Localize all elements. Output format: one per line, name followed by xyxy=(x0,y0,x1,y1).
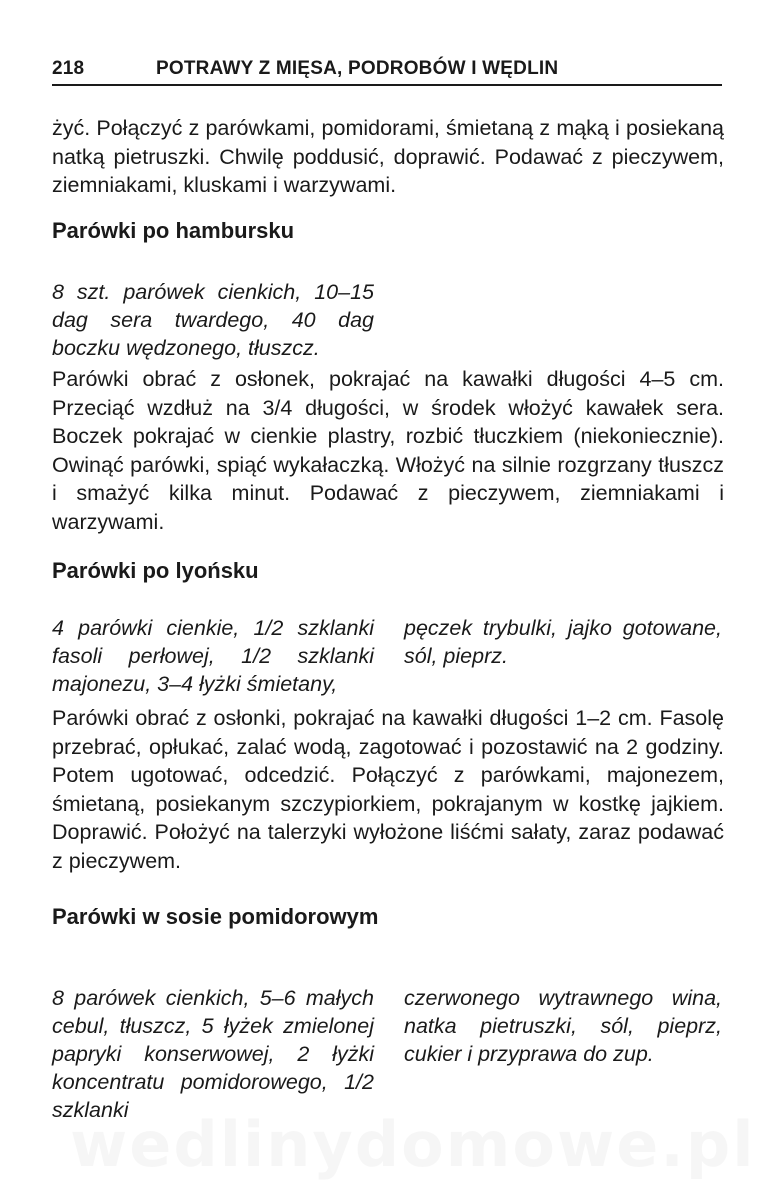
recipe-method-hambursku: Parówki obrać z osłonek, pokrajać na kawałki długości 4–5 cm. Przeciąć wzdłuż na 3/4 długości, w środek włożyć kawałek sera. Boczek pokrajać w cienkie plastry, rozbić tłuczkiem (niekoniecznie). Owinąć parówki, spiąć wykałaczką. Włożyć na silnie rozgrzany tłuszcz i smażyć kilka minut. Podawać z pieczywem, ziemniakami i warzywami. xyxy=(52,367,724,534)
chapter-title: POTRAWY Z MIĘSA, PODROBÓW I WĘDLIN xyxy=(156,58,559,79)
recipe-title-pomidorowym: Parówki w sosie pomidorowym xyxy=(52,904,379,929)
recipe-ingredients-lyonsku-col1: 4 parówki cienkie, 1/2 szklanki fasoli perłowej, 1/2 szklanki majonezu, 3–4 łyżki śmietany, xyxy=(52,616,374,696)
intro-paragraph: żyć. Połączyć z parówkami, pomidorami, śmietaną z mąką i posiekaną natką pietruszki. Chwilę poddusić, doprawić. Podawać z pieczywem, ziemniakami, kluskami i warzywami. xyxy=(52,116,724,197)
recipe-ingredients-pomidorowym-col2: czerwonego wytrawnego wina, natka pietruszki, sól, pieprz, cukier i przyprawa do zup. xyxy=(404,986,722,1066)
recipe-ingredients-hambursku: 8 szt. parówek cienkich, 10–15 dag sera twardego, 40 dag boczku wędzonego, tłuszcz. xyxy=(52,280,374,360)
recipe-title-lyonsku: Parówki po lyońsku xyxy=(52,558,259,583)
watermark xyxy=(70,1108,710,1181)
recipe-title-hambursku: Parówki po hambursku xyxy=(52,218,295,243)
page-header xyxy=(52,58,722,86)
recipe-ingredients-pomidorowym-col1: 8 parówek cienkich, 5–6 małych cebul, tłuszcz, 5 łyżek zmielonej papryki konserwowej, 2 łyżki koncentratu pomidorowego, 1/2 szklanki xyxy=(52,986,374,1122)
recipe-ingredients-lyonsku-col2: pęczek trybulki, jajko gotowane, sól, pieprz. xyxy=(404,616,722,668)
page-number: 218 xyxy=(52,58,85,79)
recipe-method-lyonsku: Parówki obrać z osłonki, pokrajać na kawałki długości 1–2 cm. Fasolę przebrać, opłukać, zalać wodą, zagotować i pozostawić na 2 godziny. Potem ugotować, odcedzić. Połączyć z parówkami, majonezem, śmietaną, posiekanym szczypiorkiem, pokrajanym w kostkę jajkiem. Doprawić. Położyć na talerzyki wyłożone liśćmi sałaty, zaraz podawać z pieczywem. xyxy=(52,706,724,873)
